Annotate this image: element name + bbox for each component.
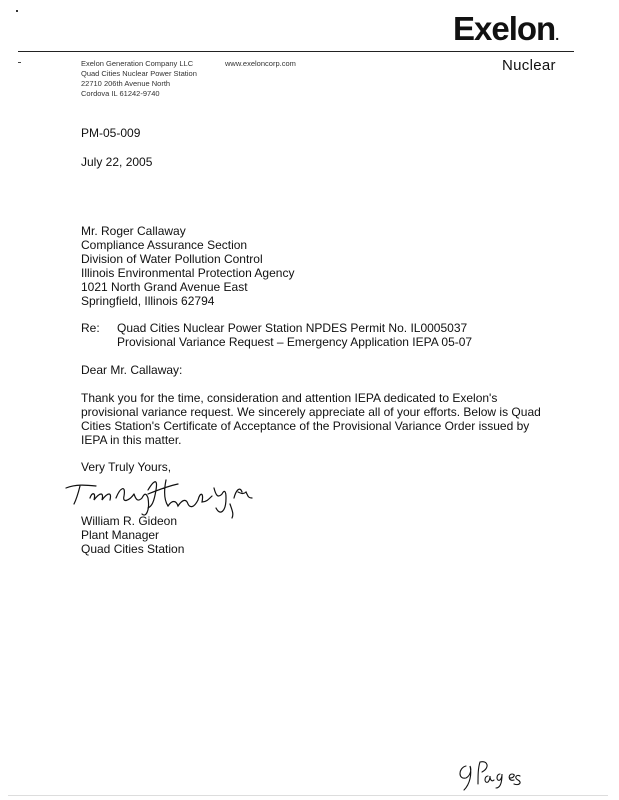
recipient-line: 1021 North Grand Avenue East xyxy=(81,280,248,294)
subject-label: Re: xyxy=(81,321,100,335)
recipient-address xyxy=(81,224,294,308)
signer-block xyxy=(81,514,184,556)
page-count-handwritten xyxy=(456,758,538,792)
scan-mark xyxy=(16,10,18,12)
logo-subtitle: Nuclear xyxy=(502,57,556,74)
company-logo xyxy=(453,12,558,45)
address-line: Exelon Generation Company LLC xyxy=(81,59,194,68)
bottom-rule xyxy=(8,795,608,796)
subject-line: Provisional Variance Request – Emergency Application IEPA 05-07 xyxy=(117,335,473,349)
signer-site: Quad Cities Station xyxy=(81,542,185,556)
recipient-line: Springfield, Illinois 62794 xyxy=(81,294,215,308)
address-line: Quad Cities Nuclear Power Station xyxy=(81,69,197,78)
body-line: IEPA in this matter. xyxy=(81,433,182,447)
body-paragraph xyxy=(81,391,541,447)
signer-name: William R. Gideon xyxy=(81,514,178,528)
closing: Very Truly Yours, xyxy=(81,460,172,474)
body-line: Thank you for the time, consideration and attention IEPA dedicated to Exelon's xyxy=(81,391,498,405)
reference-number: PM-05-009 xyxy=(81,126,141,140)
header-tick xyxy=(18,62,21,63)
address-line: 22710 206th Avenue North xyxy=(81,79,171,88)
company-address xyxy=(81,59,197,99)
recipient-line: Mr. Roger Callaway xyxy=(81,224,186,238)
recipient-line: Compliance Assurance Section xyxy=(81,238,248,252)
logo-text: Exelon xyxy=(453,10,556,47)
address-line: Cordova IL 61242-9740 xyxy=(81,89,160,98)
signer-title: Plant Manager xyxy=(81,528,160,542)
logo-dot: . xyxy=(555,27,559,43)
salutation: Dear Mr. Callaway: xyxy=(81,363,183,377)
recipient-line: Illinois Environmental Protection Agency xyxy=(81,266,295,280)
body-line: Cities Station's Certificate of Acceptance of the Provisional Variance Order issued by xyxy=(81,419,530,433)
subject-lines xyxy=(117,321,472,349)
body-line: provisional variance request. We sincerely appreciate all of your efforts. Below is Quad xyxy=(81,405,541,419)
subject-line: Quad Cities Nuclear Power Station NPDES Permit No. IL0005037 xyxy=(117,321,468,335)
header-rule xyxy=(18,51,574,52)
recipient-line: Division of Water Pollution Control xyxy=(81,252,263,266)
letter-date: July 22, 2005 xyxy=(81,155,153,169)
company-website: www.exeloncorp.com xyxy=(225,59,296,68)
